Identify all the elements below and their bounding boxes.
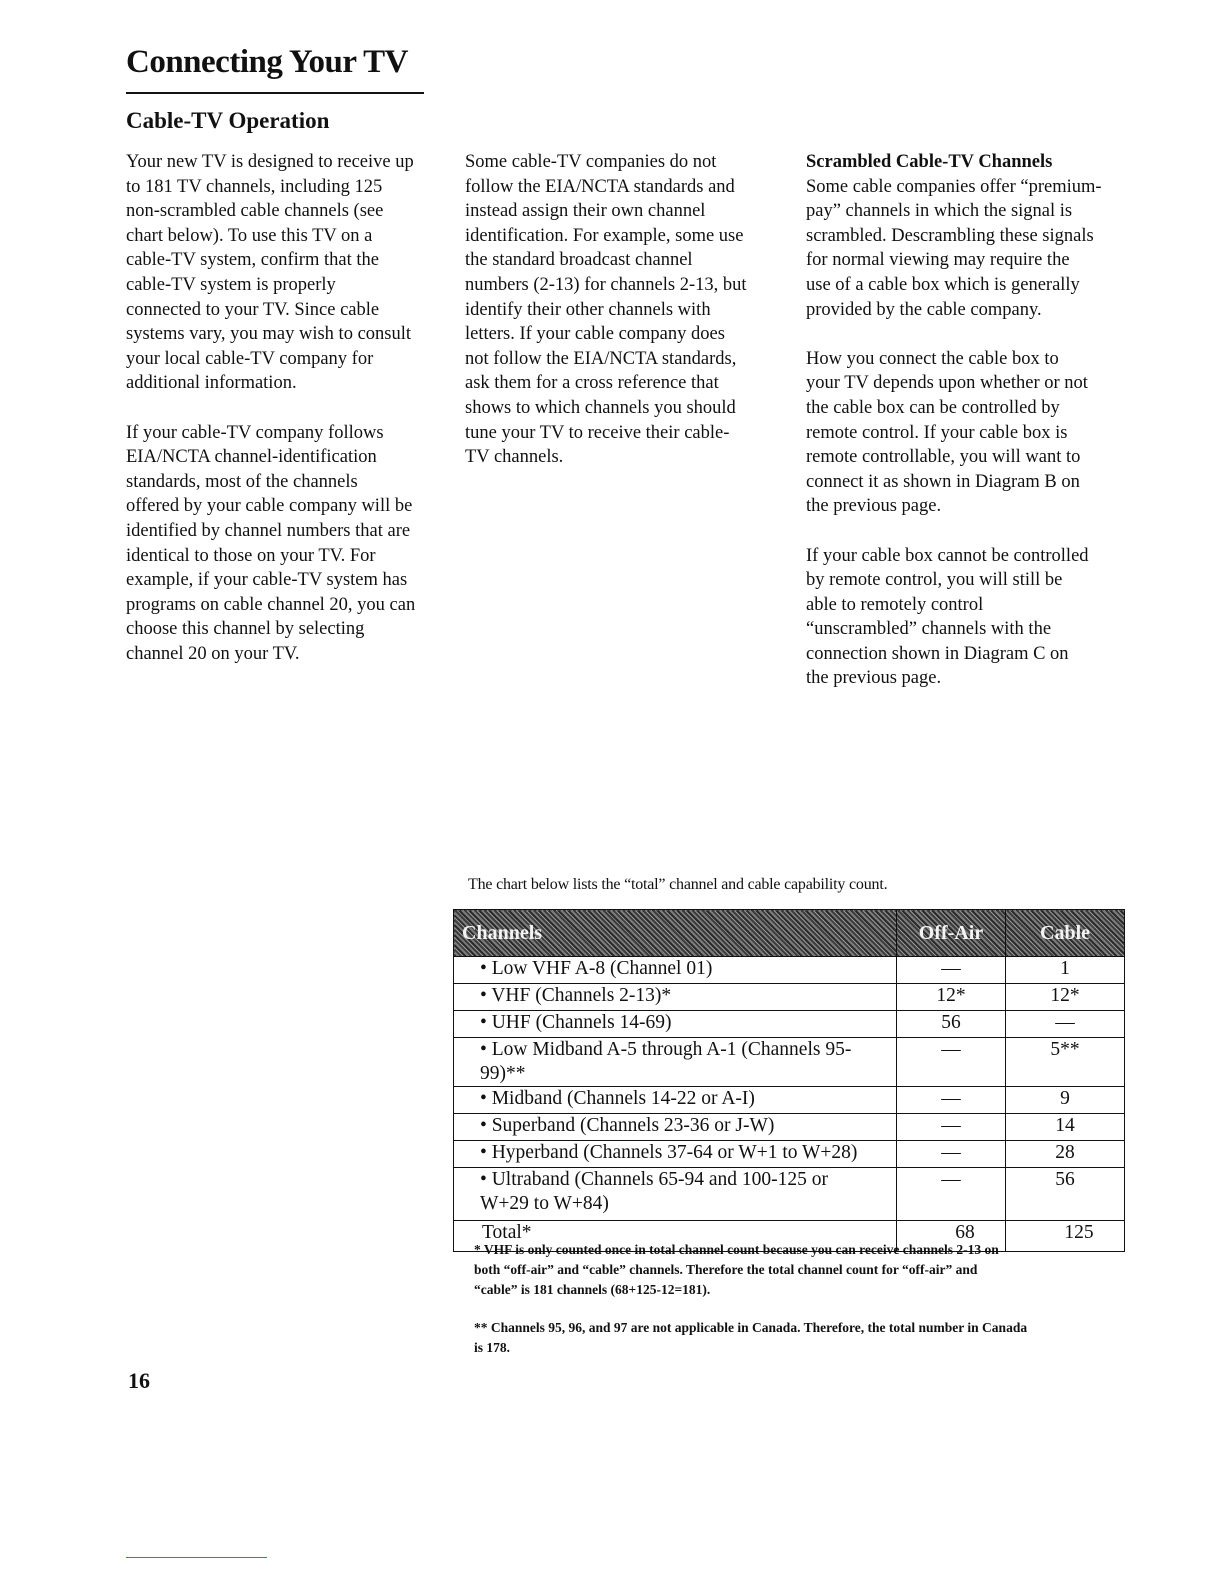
total-label: Total* [454, 1221, 897, 1252]
section-heading: Cable-TV Operation [126, 108, 330, 133]
title-underline [126, 92, 424, 94]
table-row [454, 1011, 1125, 1038]
page-number: 16 [128, 1368, 150, 1393]
row-label: • Midband (Channels 14-22 or A-I) [454, 1087, 897, 1114]
offair-count: — [897, 1038, 1006, 1087]
cable-count: 9 [1006, 1087, 1125, 1114]
cable-count: 12* [1006, 984, 1125, 1011]
offair-total: 68 [897, 1221, 1006, 1252]
table-row [454, 1087, 1125, 1114]
row-label: • Low VHF A-8 (Channel 01) [454, 957, 897, 984]
table-row [454, 1038, 1125, 1087]
cable-count: — [1006, 1011, 1125, 1038]
table-row [454, 1114, 1125, 1141]
row-label: • Superband (Channels 23-36 or J-W) [454, 1114, 897, 1141]
offair-count: — [897, 1141, 1006, 1168]
paragraph: Some cable companies offer “premium- pay” channels in which the signal is scrambled. Descrambling these signals for normal viewing may require the use of a cable box which is generally provided by the cable company. [806, 176, 1102, 320]
footnote: * VHF is only counted once in total channel count because you can receive channels 2-13 on both “off-air” and “cable” channels. Therefore the total channel count for “off-air” and “cable” is 181 channels (68+125-12=181). [474, 1242, 999, 1297]
chart-caption: The chart below lists the “total” channel and cable capability count. [468, 876, 888, 893]
paragraph: If your cable box cannot be controlled by remote control, you will still be able to remotely control “unscrambled” channels with the connection shown in Diagram C on the previous page. [806, 545, 1089, 689]
row-label: • VHF (Channels 2-13)* [454, 984, 897, 1011]
text-column-2 [465, 150, 795, 494]
text-column-1 [126, 150, 456, 691]
offair-count: — [897, 1114, 1006, 1141]
offair-count: — [897, 1168, 1006, 1221]
cable-count: 56 [1006, 1168, 1125, 1221]
column-header-cable: Cable [1006, 910, 1125, 957]
paragraph: If your cable-TV company follows EIA/NCTA channel-identification standards, most of the channels offered by your cable company will be identified by channel numbers that are identical to those on your TV. For example, if your cable-TV system has programs on cable channel 20, you can choose this channel by selecting channel 20 on your TV. [126, 422, 416, 664]
table-row [454, 1168, 1125, 1221]
table-row [454, 957, 1125, 984]
paragraph: How you connect the cable box to your TV depends upon whether or not the cable box can be controlled by remote control. If your cable box is remote controllable, you will want to connect it as shown in Diagram B on the previous page. [806, 348, 1088, 517]
table-row [454, 1141, 1125, 1168]
cable-count: 5** [1006, 1038, 1125, 1087]
footnote: ** Channels 95, 96, and 97 are not applicable in Canada. Therefore, the total number in Canada is 178. [474, 1320, 1028, 1355]
cable-total: 125 [1006, 1221, 1125, 1252]
cable-count: 14 [1006, 1114, 1125, 1141]
row-label: • Ultraband (Channels 65-94 and 100-125 or W+29 to W+84) [454, 1168, 897, 1221]
text-column-3 [806, 150, 1126, 716]
offair-count: 56 [897, 1011, 1006, 1038]
row-label: • Low Midband A-5 through A-1 (Channels 95-99)** [454, 1038, 897, 1087]
paragraph: Some cable-TV companies do not follow the EIA/NCTA standards and instead assign their own channel identification. For example, some use the standard broadcast channel numbers (2-13) for channels 2-13, but identify their other channels with letters. If your cable company does not follow the EIA/NCTA standards, ask them for a cross reference that shows to which channels you should tune your TV to receive their cable- TV channels. [465, 152, 747, 468]
cable-count: 28 [1006, 1141, 1125, 1168]
row-label: • UHF (Channels 14-69) [454, 1011, 897, 1038]
offair-count: — [897, 1087, 1006, 1114]
column-header-offair: Off-Air [897, 910, 1006, 957]
row-label: • Hyperband (Channels 37-64 or W+1 to W+28) [454, 1141, 897, 1168]
paragraph: Your new TV is designed to receive up to 181 TV channels, including 125 non-scrambled cable channels (see chart below). To use this TV on a cable-TV system, confirm that the cable-TV system is properly connected to your TV. Since cable systems vary, you may wish to consult your local cable-TV company for additional information. [126, 152, 414, 394]
column-header-channels: Channels [454, 910, 897, 957]
offair-count: 12* [897, 984, 1006, 1011]
table-row [454, 984, 1125, 1011]
channel-count-table [453, 909, 1125, 1252]
subsection-heading: Scrambled Cable-TV Channels [806, 152, 1053, 172]
bottom-rule [126, 1557, 267, 1558]
page-title: Connecting Your TV [126, 44, 408, 80]
offair-count: — [897, 957, 1006, 984]
cable-count: 1 [1006, 957, 1125, 984]
table-header-row [454, 910, 1125, 957]
